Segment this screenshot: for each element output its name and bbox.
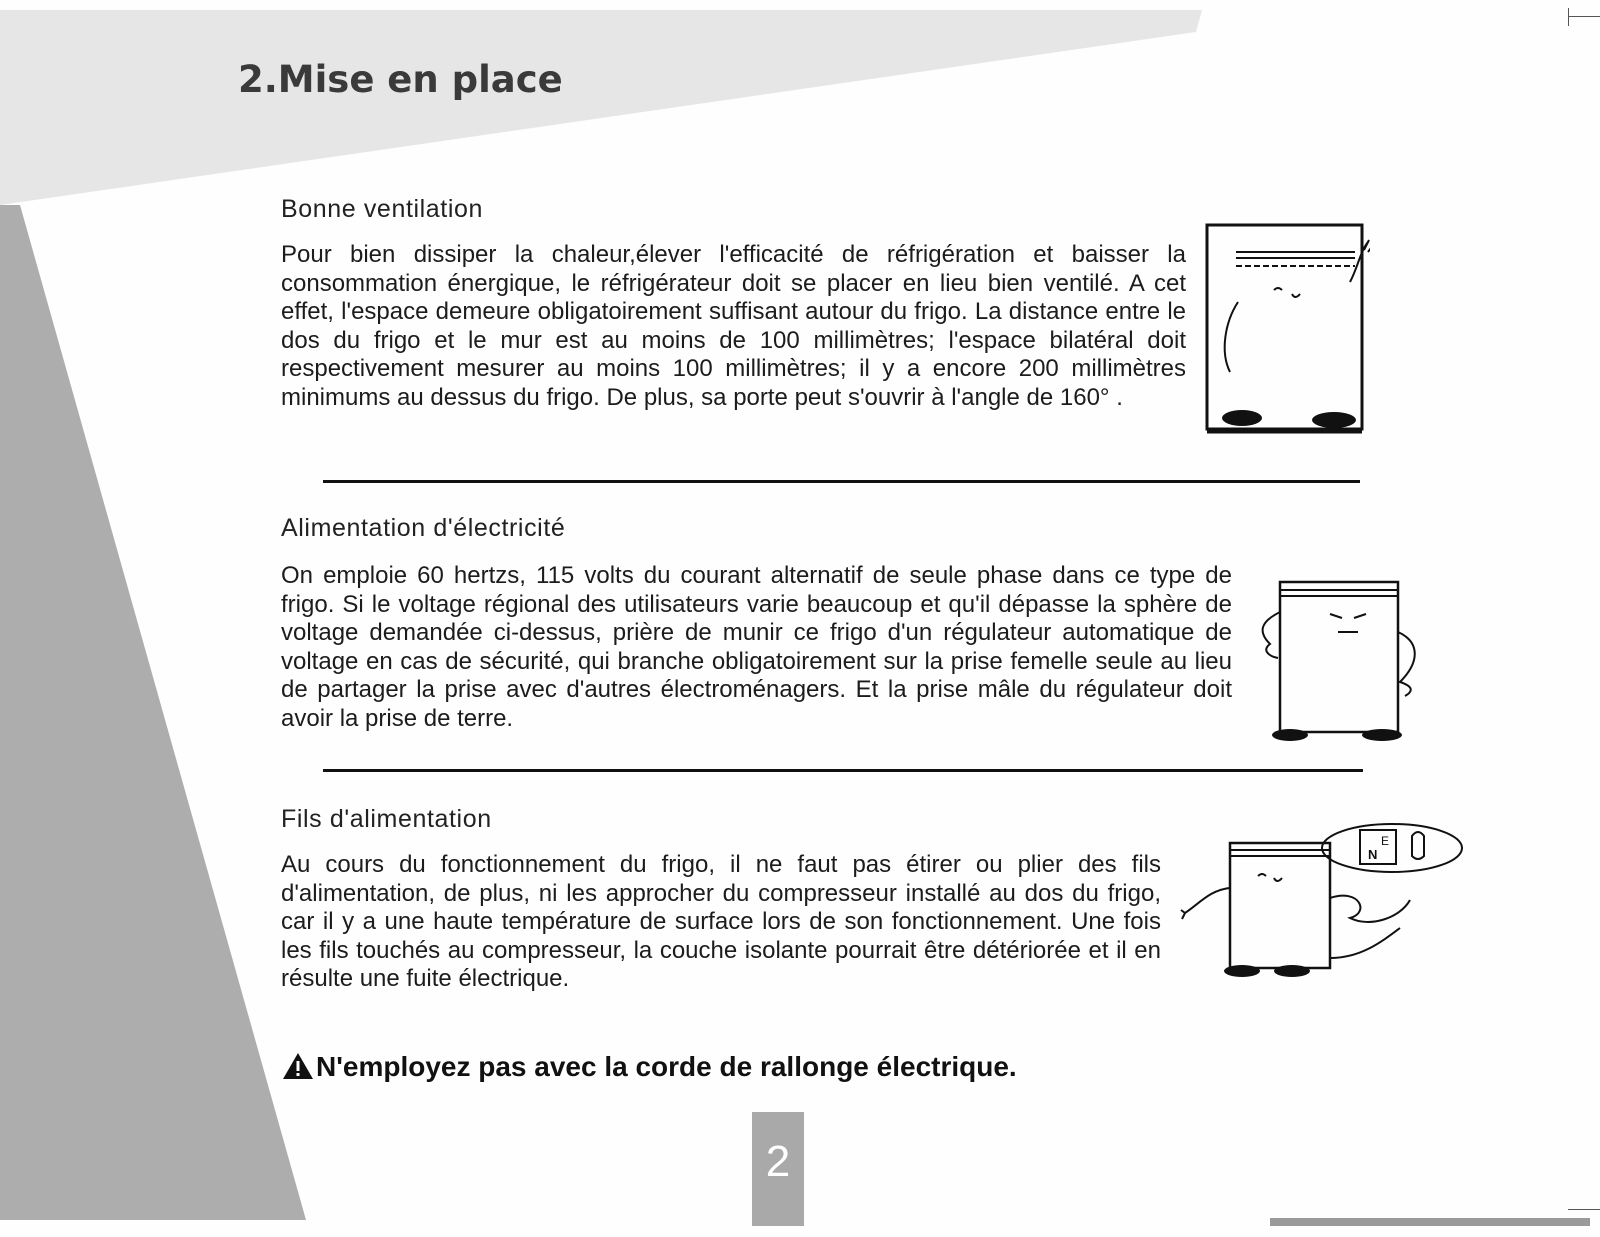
section-heading-electricity: Alimentation d'électricité <box>281 514 566 542</box>
header-band <box>0 10 1202 205</box>
fridge-plug-icon <box>1170 818 1470 1000</box>
side-band <box>0 205 306 1220</box>
neutral-label: N <box>1368 847 1378 862</box>
section-body-electricity: On emploie 60 hertzs, 115 volts du courant alternatif de seule phase dans ce type de frigo. Si le voltage régional des utilisateurs varie beaucoup et qu'il dépasse la sphère de voltage demandée ci-dessus, prière de munir ce frigo d'un régulateur automatique de voltage en cas de sécurité, qui branche obligatoirement sur la prise femelle seule au lieu de partager la prise avec d'autres électroménagers. Et la prise mâle du régulateur doit avoir la prise de terre. <box>281 562 1232 732</box>
section-heading-wires: Fils d'alimentation <box>281 805 492 833</box>
fridge-angry-icon <box>1250 572 1430 747</box>
fridge-waving-icon <box>1200 222 1370 444</box>
page-number: 2 <box>752 1112 804 1226</box>
bottom-bar <box>1270 1218 1590 1226</box>
crop-mark <box>1568 16 1600 17</box>
section-divider <box>323 480 1360 483</box>
section-body-ventilation: Pour bien dissiper la chaleur,élever l'efficacité de réfrigération et baisser la consommation énergique, le réfrigérateur doit se placer en lieu bien ventilé. A cet effet, l'espace demeure obligatoirement suffisant autour du frigo. La distance entre le dos du frigo et le mur est au moins de 100 millimètres; l'espace bilatéral doit respectivement mesurer au moins 100 millimètres; il y a encore 200 millimètres minimums au dessus du frigo. De plus, sa porte peut s'ouvrir à l'angle de 160° . <box>281 241 1186 411</box>
section-divider <box>323 769 1363 772</box>
warning-text: N'employez pas avec la corde de rallonge électrique. <box>316 1051 1017 1082</box>
section-heading-ventilation: Bonne ventilation <box>281 195 484 223</box>
earth-label: E <box>1381 834 1390 848</box>
crop-mark <box>1568 8 1569 26</box>
section-body-wires: Au cours du fonctionnement du frigo, il ne faut pas étirer ou plier des fils d'alimentation, de plus, ni les approcher du compresseur installé au dos du frigo, car il y a une haute température de surface lors de son fonctionnement. Une fois les fils touchés au compresseur, la couche isolante pourrait être détériorée et il en résulte une fuite électrique. <box>281 851 1161 993</box>
page-title: 2.Mise en place <box>238 58 563 101</box>
crop-mark <box>1568 1209 1600 1210</box>
warning-notice <box>282 1051 1017 1083</box>
warning-triangle-icon <box>282 1052 314 1080</box>
